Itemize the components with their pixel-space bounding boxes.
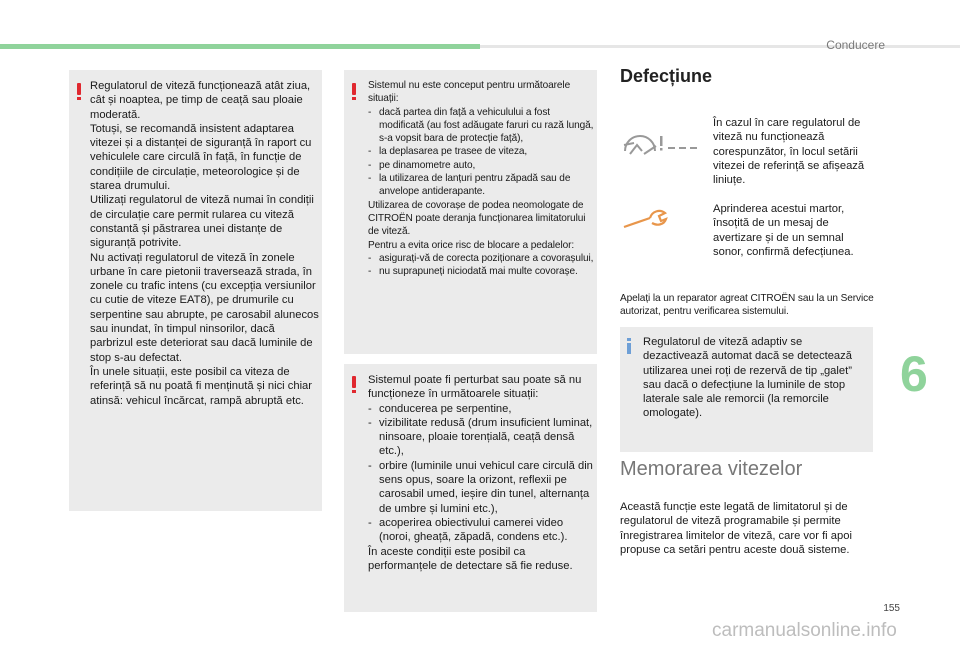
top-bar-grey xyxy=(480,45,960,48)
warning-icon xyxy=(351,83,357,100)
page-number: 155 xyxy=(883,603,900,614)
section-title-defect: Defecțiune xyxy=(620,66,713,86)
list-item: - la deplasarea pe trasee de viteza, xyxy=(368,146,528,158)
speedometer-dashes-icon xyxy=(622,124,704,160)
col1-paragraph: Utilizați regulatorul de viteză numai în condiții de circulație care permit rularea cu viteză constantă și păstrarea unei distanțe de siguranță potrivite. xyxy=(90,194,314,250)
list-item: - dacă partea din față a vehiculului a fost modificată (au fost adăugate faruri cu rază lungă, s-a vopsit bara de protecție față), xyxy=(368,106,594,145)
defect-icon1-text: În cazul în care regulatorul de viteză nu funcționează corespunzător, în locul setării vitezei de referință se afișează liniuțe. xyxy=(713,117,865,187)
warning-icon xyxy=(351,376,357,393)
chapter-tab: 6 xyxy=(900,346,928,402)
col1-paragraph: Regulatorul de viteză funcționează atât ziua, cât și noaptea, pe timp de ceață sau ploaie moderată. xyxy=(90,80,311,121)
col2-box2-text xyxy=(368,373,595,573)
col2-box2-intro: Sistemul poate fi perturbat sau poate să nu funcționeze în următoarele situații: xyxy=(368,374,582,401)
col2-box1-para3: Pentru a evita orice risc de blocare a pedalelor: xyxy=(368,239,575,251)
section-label: Conducere xyxy=(826,38,885,52)
list-item: - asigurați-vă de corecta poziționare a covorașului, xyxy=(368,252,594,264)
info-icon xyxy=(626,338,632,354)
list-item: - nu suprapuneți niciodată mai multe covorașe. xyxy=(368,266,578,278)
wrench-icon xyxy=(622,207,668,231)
repair-text: Apelați la un reparator agreat CITROËN sau la un Service autorizat, pentru verificarea sistemului. xyxy=(620,293,874,318)
col1-text xyxy=(90,79,319,408)
col1-paragraph: Nu activați regulatorul de viteză în zonele urbane în care pietonii traversează strada, în zonele cu trafic intens (cu excepția versiunilor cu cutie de viteze EAT8), pe drumurile cu serpentine sau abrupte, pe carosabil alunecos sau inundat, în timpul ninsorilor, dacă parbrizul este deteriorat sau dacă luminile de stop s-au defectat. xyxy=(90,251,319,364)
list-item: - conducerea pe serpentine, xyxy=(368,402,512,415)
col1-paragraph: În unele situații, este posibil ca viteza de referință să nu poată fi menținută și nici chiar atinsă: vehicul încărcat, rampă abruptă etc. xyxy=(90,365,313,407)
top-bar-green xyxy=(0,44,480,49)
col2-box2-outro: În aceste condiții este posibil ca performanțele de detectare să fie reduse. xyxy=(368,545,573,572)
list-item: - pe dinamometre auto, xyxy=(368,159,476,171)
col2-box1-intro: Sistemul nu este conceput pentru următoarele situații: xyxy=(368,80,571,105)
list-item: - la utilizarea de lanțuri pentru zăpadă sau de anvelope antiderapante. xyxy=(368,173,571,198)
info-text: Regulatorul de viteză adaptiv se dezactivează automat dacă se detectează utilizarea unei roți de rezervă de tip „galet” sau dacă o defecțiune la luminile de stop laterale sale ale remorcii (la remorcile omologate). xyxy=(643,336,852,420)
col2-box1-text xyxy=(368,79,595,278)
section-title-memory: Memorarea vitezelor xyxy=(620,458,803,480)
list-item: - vizibilitate redusă (drum insuficient luminat, ninsoare, ploaie torențială, ceață densă etc.), xyxy=(368,416,593,458)
defect-icon2-text: Aprinderea acestui martor, însoțită de un mesaj de avertizare și de un semnal sonor, confirmă defecțiunea. xyxy=(713,203,854,258)
warning-icon xyxy=(76,83,82,100)
col2-box1-para2: Utilizarea de covorașe de podea neomologate de CITROËN poate deranja funcționarea limitatorului de viteză. xyxy=(368,199,586,238)
memory-text: Această funcție este legată de limitatorul și de regulatorul de viteză programabile și permite înregistrarea limitelor de viteză, care vor fi apoi propuse ca setări pentru aceste două sisteme. xyxy=(620,501,852,556)
list-item: - orbire (luminile unui vehicul care circulă din sens opus, soare la orizont, reflexii pe carosabil umed, ieșire din tunel, alternanța de umbre și lumini etc.), xyxy=(368,459,593,515)
col1-paragraph: Totuși, se recomandă insistent adaptarea vitezei și a distanței de siguranță în raport cu vehiculele care circulă în față, în funcție de condițiile de circulație, meteorologice și de starea drumului. xyxy=(90,122,312,193)
list-item: - acoperirea obiectivului camerei video (noroi, gheață, zăpadă, condens etc.). xyxy=(368,516,568,544)
watermark: carmanualsonline.info xyxy=(712,620,897,641)
